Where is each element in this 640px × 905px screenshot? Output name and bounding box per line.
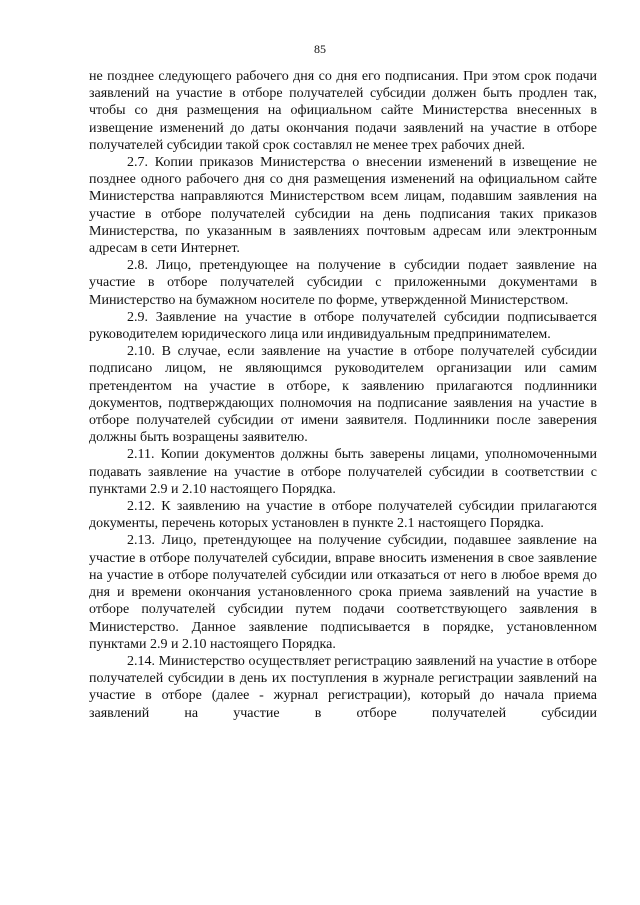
paragraph-2-10: 2.10. В случае, если заявление на участие в отборе получателей субсидии подписано лицом, не являющимся руководителем организации или самим претендентом на участие в отборе, к заявлению прилагаются подлинники документов, подтверждающих полномочия на подписание заявления на участие в отборе получателей субсидии от имени заявителя. Подлинники после заверения должны быть возращены заявителю. (89, 344, 597, 446)
paragraph-2-8: 2.8. Лицо, претендующее на получение в субсидии подает заявление на участие в отборе получателей субсидии с приложенными документами в Министерство на бумажном носителе по форме, утвержденной Министерством. (89, 258, 597, 308)
paragraph-2-7: 2.7. Копии приказов Министерства о внесении изменений в извещение не позднее одного рабочего дня со дня размещения изменений на официальном сайте Министерства направляются Министерством всем лицам, подавшим заявления на участие в отборе получателей субсидии на день подписания таких приказов Министерства, по указанным в заявлениях почтовым адресам или электронным адресам в сети Интернет. (89, 155, 597, 257)
document-body (89, 68, 597, 722)
paragraph-2-14: 2.14. Министерство осуществляет регистрацию заявлений на участие в отборе получателей субсидии в день их поступления в журнале регистрации заявлений на участие в отборе (далее - журнал регистрации), который до начала приема заявлений на участие в отборе получателей субсидии (89, 653, 597, 721)
paragraph-2-11: 2.11. Копии документов должны быть заверены лицами, уполномоченными подавать заявление на участие в отборе получателей субсидии в соответствии с пунктами 2.9 и 2.10 настоящего Порядка. (89, 447, 597, 497)
paragraph-2-13: 2.13. Лицо, претендующее на получение субсидии, подавшее заявление на участие в отборе получателей субсидии, вправе вносить изменения в свое заявление на участие в отборе получателей субсидии или отказаться от него в любое время до дня и времени окончания установленного срока приема заявлений на участие в отборе получателей субсидии путем подачи соответствующего заявления в Министерство. Данное заявление подписывается в порядке, установленном пунктами 2.9 и 2.10 настоящего Порядка. (89, 533, 597, 652)
paragraph-2-12: 2.12. К заявлению на участие в отборе получателей субсидии прилагаются документы, перечень которых установлен в пункте 2.1 настоящего Порядка. (89, 499, 597, 532)
page-number: 85 (314, 42, 326, 56)
paragraph-continuation: не позднее следующего рабочего дня со дня его подписания. При этом срок подачи заявлений на участие в отборе получателей субсидии должен быть продлен так, чтобы со дня размещения на официальном сайте Министерства внесенных в извещение изменений до даты окончания подачи заявлений на участие в отборе получателей субсидии такой срок составлял не менее трех рабочих дней. (89, 69, 597, 153)
paragraph-2-9: 2.9. Заявление на участие в отборе получателей субсидии подписывается руководителем юридического лица или индивидуальным предпринимателем. (89, 309, 597, 343)
